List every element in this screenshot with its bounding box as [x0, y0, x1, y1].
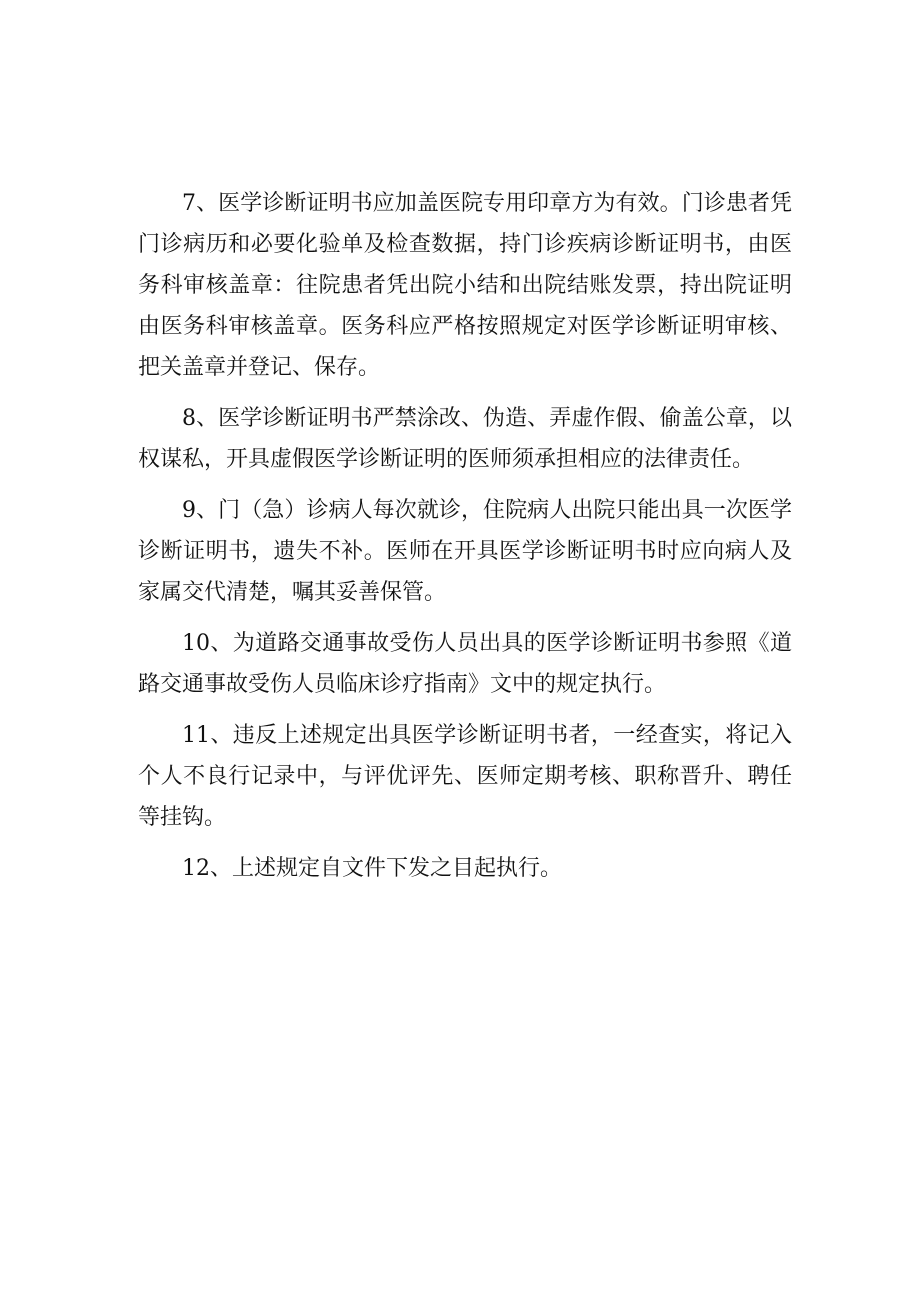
document-body: [138, 183, 792, 899]
paragraph-8: 8、医学诊断证明书严禁涂改、伪造、弄虚作假、偷盖公章，以权谋私，开具虚假医学诊断证明的医师须承担相应的法律责任。: [138, 406, 792, 472]
paragraph-9: 9、门（急）诊病人每次就诊，住院病人出院只能出具一次医学诊断证明书，遗失不补。医师在开具医学诊断证明书时应向病人及家属交代清楚，嘱其妥善保管。: [138, 498, 792, 605]
paragraph-10: 10、为道路交通事故受伤人员出具的医学诊断证明书参照《道路交通事故受伤人员临床诊疗指南》文中的规定执行。: [138, 631, 792, 697]
paragraph-12: 12、上述规定自文件下发之目起执行。: [182, 856, 562, 881]
paragraph-11: 11、违反上述规定出具医学诊断证明书者，一经查实，将记入个人不良行记录中，与评优评先、医师定期考核、职称晋升、聘任等挂钩。: [138, 723, 792, 830]
paragraph-7: 7、医学诊断证明书应加盖医院专用印章方为有效。门诊患者凭门诊病历和必要化验单及检查数据，持门诊疾病诊断证明书，由医务科审核盖章：往院患者凭出院小结和出院结账发票，持出院证明由医务科审核盖章。医务科应严格按照规定对医学诊断证明审核、把关盖章并登记、保存。: [138, 191, 792, 380]
